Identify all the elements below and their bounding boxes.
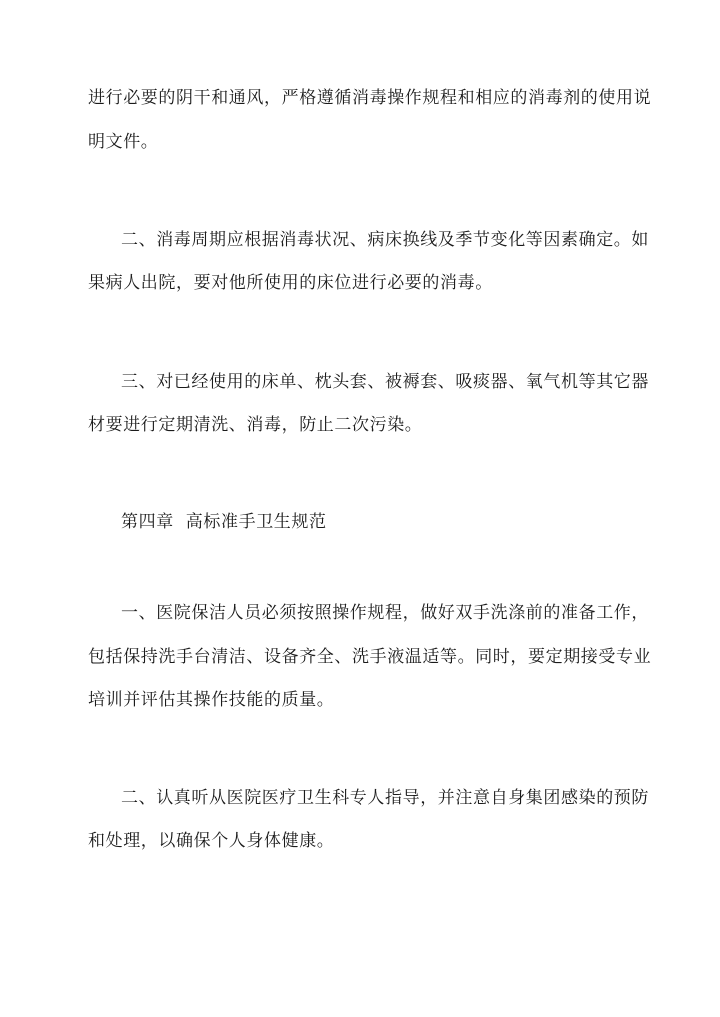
paragraph-line: 包括保持洗手台清洁、设备齐全、洗手液温适等。同时，要定期接受专业 [88, 647, 652, 667]
paragraph-line: 三、对已经使用的床单、枕头套、被褥套、吸痰器、氧气机等其它器 [121, 372, 649, 392]
paragraph-line: 一、医院保洁人员必须按照操作规程，做好双手洗涤前的准备工作， [121, 603, 649, 623]
paragraph-line: 果病人出院，要对他所使用的床位进行必要的消毒。 [88, 273, 493, 293]
paragraph-line: 进行必要的阴干和通风，严格遵循消毒操作规程和相应的消毒剂的使用说 [88, 88, 652, 108]
paragraph-line: 明文件。 [88, 132, 159, 152]
chapter-heading: 第四章 高标准手卫生规范 [121, 512, 327, 532]
paragraph-line: 培训并评估其操作技能的质量。 [88, 690, 335, 710]
paragraph-line: 材要进行定期清洗、消毒，防止二次污染。 [88, 415, 423, 435]
paragraph-line: 二、消毒周期应根据消毒状况、病床换线及季节变化等因素确定。如 [121, 230, 649, 250]
paragraph-line: 和处理，以确保个人身体健康。 [88, 831, 335, 851]
paragraph-line: 二、认真听从医院医疗卫生科专人指导，并注意自身集团感染的预防 [121, 788, 649, 808]
